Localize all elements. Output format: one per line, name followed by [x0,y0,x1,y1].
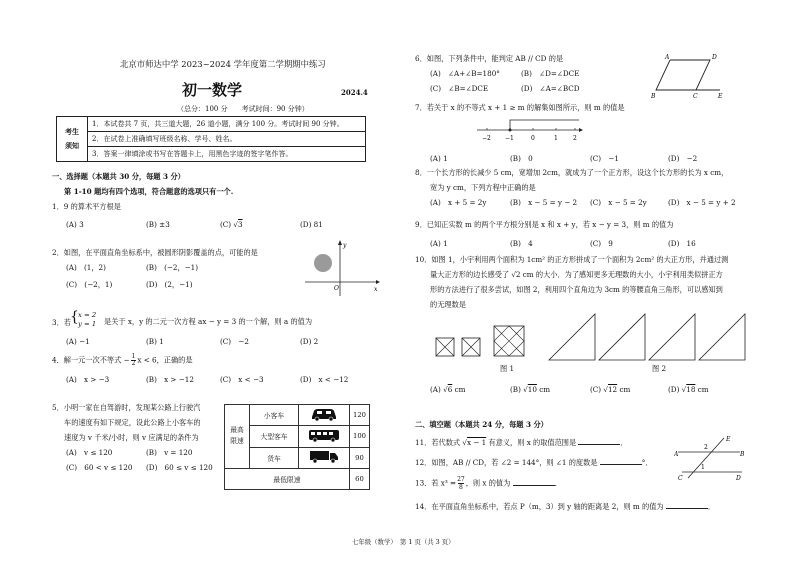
truck-icon [299,447,350,468]
q6-parallelogram-figure [648,52,748,100]
svg-text:C: C [693,93,698,100]
q5-option-a: (A) v ≤ 120 [66,448,113,457]
notice-label-2: 须知 [65,141,79,150]
notice-item-2: 2．在试卷上准确填写班级名称、学号、姓名。 [88,132,366,147]
q5-option-d: (D) 60 ≤ v ≤ 120 [146,463,213,472]
notice-item-3: 3．答案一律填涂或书写在答题卡上，用黑色字迹的签字笔作答。 [88,147,366,162]
q7-stem: 7．若关于 x 的不等式 x + 1 ≥ m 的解集如图所示，则 m 的值是 [415,103,625,112]
q14-stem: 14．在平面直角坐标系中，若点 P（m，3）到 y 轴的距离是 2，则 m 的值为 ． [415,502,716,511]
q8-option-d: (D) x − 5 = y + 2 [668,198,736,207]
speed-limit-table [224,404,370,490]
q3-option-b: (B) 1 [146,337,164,346]
q2-option-c: (C) (−2，1) [66,280,113,289]
school-title: 北京市师达中学 2023~2024 学年度第二学期期中练习 [120,59,326,69]
q10-figure-2-caption: 图 2 [652,364,667,373]
notice-item-1: 1．本试卷共 7 页，共三道大题，26 道小题，满分 100 分。考试时间 90 分钟。 [88,117,366,132]
q9-option-d: (D) 16 [668,239,696,248]
q1-option-d: (D) 81 [300,220,323,229]
q12-parallel-lines-figure [674,432,746,484]
q2-coordinate-figure [300,238,382,298]
svg-text:A: A [674,451,679,458]
q3-stem: 是关于 x，y 的二元一次方程 ax − y = 3 的一个解，则 a 的值为 [104,317,313,326]
q10-line-2: 量大正方形的边长感受了 √2 cm 的大小．为了感知更多无理数的大小，小宇利用类似拼正方 [430,270,723,279]
q10-figure-1-caption: 图 1 [500,364,515,373]
q11-stem: 11．若代数式 √x − 1 有意义，则 x 的取值范围是 ． [415,438,628,447]
svg-text:2: 2 [704,444,708,451]
q10-figure-2 [545,308,750,366]
svg-text:1: 1 [701,464,705,471]
q5-option-c: (C) 60 < v ≤ 120 [66,463,133,472]
q1-option-a: (A) 3 [66,220,84,229]
vehicle-car-label: 小客车 [250,405,299,426]
q2-option-a: (A) (1，2) [66,263,106,272]
q4-stem: 4．解一元一次不等式 $-\frac{1}{2}x < 6$，正确的是 [52,353,193,367]
car-icon [299,405,350,426]
bus-speed-value: 100 [350,426,370,447]
q7-option-d: (D) −2 [668,154,698,163]
svg-text:A: A [665,54,670,61]
q8-option-b: (B) x − 5 = y − 2 [510,198,578,207]
svg-text:D: D [736,475,741,482]
q1-option-b: (B) ±3 [146,220,170,229]
car-speed-value: 120 [350,405,370,426]
q7-number-line [475,116,585,146]
q9-option-b: (B) 4 [510,239,533,248]
page-footer: 七年级（数学） 第 1 页（共 3 页） [352,538,455,546]
svg-text:0: 0 [531,135,535,142]
q10-line-3: 形的方法进行了很多尝试，如图 2，利用四个直角边为 3cm 的等腰直角三角形，可以感知到 [430,285,723,294]
q3-system-bottom: y = 1 [78,320,97,328]
notice-table [56,116,366,162]
truck-speed-value: 90 [350,447,370,468]
q10-figure-1 [430,318,540,374]
q11-answer-blank[interactable] [578,438,620,445]
q9-option-a: (A) 1 [430,239,448,248]
svg-text:B: B [651,93,656,100]
q2-option-d: (D) (2，−1) [146,280,193,289]
q10-line-4: 的无理数是 [430,300,466,309]
q12-stem: 12．如图，AB // CD，若 ∠2 = 144°，则 ∠1 的度数是 °． [415,458,653,467]
q8-option-a: (A) x + 5 = 2y [430,198,487,207]
q10-option-a: (A) √6 cm [430,385,466,394]
q10-line-1: 10．如图 1，小宇利用两个面积为 1cm² 的正方形拼成了一个面积为 2cm² 的大正方形，并通过测 [415,255,729,264]
q7-option-a: (A) 1 [430,154,448,163]
q9-option-c: (C) 9 [590,239,613,248]
vehicle-bus-label: 大型客车 [250,426,299,447]
q3-number: 3．若 [52,318,71,327]
max-speed-label-2: 限速 [230,437,244,446]
svg-text:B: B [740,451,745,458]
section1-title: 一、选择题（本题共 30 分，每题 3 分） [52,172,185,181]
q3-option-a: (A) −1 [66,337,90,346]
svg-text:1: 1 [554,135,558,142]
q3-system-top: x = 2 [78,311,97,319]
svg-text:E: E [726,436,731,443]
svg-text:−2: −2 [482,135,491,142]
section2-title: 二、填空题（本题共 24 分，每题 3 分） [415,420,548,429]
q4-option-d: (D) x < −12 [300,375,349,384]
q4-option-a: (A) x > −3 [66,375,110,384]
q5-line-1: 5．小明一家在自驾游时，发现某公路上行驶汽 [52,403,201,412]
vehicle-truck-label: 货车 [250,447,299,468]
q3-brace: { [70,309,79,325]
q7-option-c: (C) −1 [590,154,619,163]
q4-option-b: (B) x > −12 [146,375,194,384]
q12-answer-blank[interactable] [600,458,642,465]
q8-line-1: 8．一个长方形的长减少 5 cm，宽增加 2cm，就成为了一个正方形，设这个长方形的长为 x cm， [415,168,729,177]
q13-answer-blank[interactable] [513,479,555,486]
q5-option-b: (B) v = 120 [146,448,193,457]
q2-origin-label: O [334,285,339,292]
q10-option-d: (D) √18 cm [668,385,709,394]
q5-line-3: 速度为 v 千米/小时，则 v 应满足的条件为 [64,433,199,442]
bus-icon [299,426,350,447]
q2-x-label: x [374,286,378,293]
q1-option-c: (C) √3 [220,220,243,229]
q5-line-2: 车的速度有如下规定，设此公路上小客车的 [64,418,201,427]
q10-option-b: (B) √10 cm [510,385,551,394]
svg-text:−1: −1 [505,135,514,142]
notice-label-1: 考生 [65,127,79,136]
exam-date: 2024.4 [341,88,368,97]
q8-option-c: (C) x − 5 = 2y [590,198,647,207]
q13-stem: 13．若 $x^3 =\frac{27}{8}$，则 x 的值为 ． [415,476,562,491]
q6-option-d: (D) ∠A=∠BCD [521,84,580,93]
q6-option-c: (C) ∠B=∠DCE [430,84,489,93]
svg-text:2: 2 [573,135,577,142]
q14-answer-blank[interactable] [666,502,708,509]
q10-option-c: (C) √12 cm [590,385,631,394]
q6-option-b: (B) ∠D=∠DCE [521,69,580,78]
svg-text:D: D [712,54,717,61]
min-speed-label: 最低限速 [225,468,350,489]
max-speed-label-1: 最高 [230,426,244,435]
q2-y-label: y [343,242,347,249]
q3-option-d: (D) 2 [300,337,319,346]
q9-stem: 9．已知正实数 m 的两个平方根分别是 x 和 x + y，若 x − y = 3，则 m 的值为 [415,220,674,229]
svg-text:C: C [678,475,683,482]
svg-text:E: E [718,93,723,100]
q3-option-c: (C) −2 [220,337,249,346]
section1-subtitle: 第 1-10 题均有四个选项，符合题意的选项只有一个. [64,187,234,196]
q6-stem: 6．如图，下列条件中，能判定 AB // CD 的是 [415,54,564,63]
q8-line-2: 宽为 y cm，下列方程中正确的是 [430,183,536,192]
min-speed-value: 60 [350,468,370,489]
q2-option-b: (B) (−2，−1) [146,263,199,272]
q1-stem: 1．9 的算术平方根是 [52,202,121,211]
q4-option-c: (C) x < −3 [220,375,264,384]
subject-title: 初一数学 [182,81,243,99]
exam-meta: （总分：100 分 考试时间：90 分钟） [177,105,309,113]
q6-option-a: (A) ∠A+∠B=180° [430,69,500,78]
q2-stem: 2．如图，在平面直角坐标系中，被圆形阴影覆盖的点，可能的是 [52,248,258,257]
q7-option-b: (B) 0 [510,154,533,163]
shaded-circle [314,254,332,272]
